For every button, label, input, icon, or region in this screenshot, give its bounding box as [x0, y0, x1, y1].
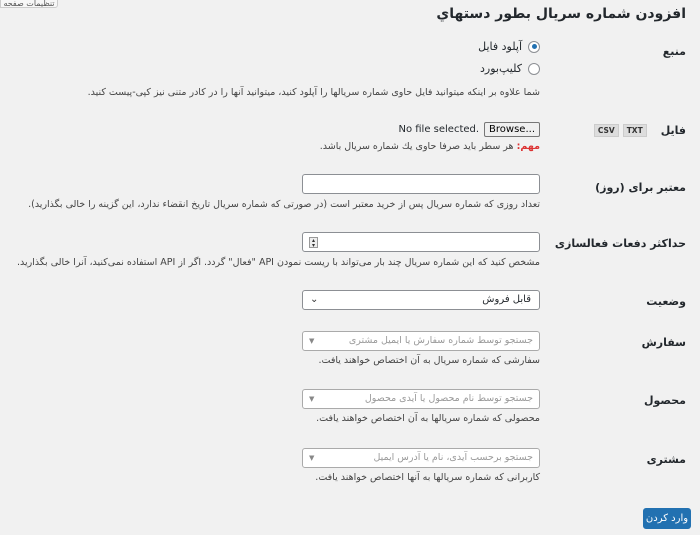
file-label: فایل — [660, 124, 686, 137]
important-label: مهم: — [516, 141, 540, 152]
stepper-icon[interactable]: ▴ ▾ — [309, 237, 318, 248]
radio-unchecked-icon[interactable] — [528, 63, 540, 75]
csv-badge: CSV — [594, 124, 619, 137]
customer-label: مشتری — [646, 453, 686, 466]
product-description: محصولی که شماره سریالها به آن اختصاص خواهند یافت. — [316, 413, 540, 424]
product-label: محصول — [643, 394, 686, 407]
source-description: شما علاوه بر اینکه میتوانید فایل حاوی شماره سریالها را آپلود کنید، میتوانید آنها را در کادر متنی نیز کپی-پیست کنید. — [87, 87, 540, 98]
caret-down-icon: ▼ — [309, 337, 315, 345]
radio-upload-label: آپلود فایل — [478, 40, 522, 53]
import-button[interactable]: وارد کردن — [643, 508, 691, 529]
customer-search-select[interactable] — [302, 448, 540, 468]
screen-options-button[interactable]: تنظیمات صفحه — [0, 0, 58, 8]
status-label: وضعیت — [646, 295, 686, 308]
file-label-group — [594, 124, 686, 137]
order-description: سفارشی که شماره سریال به آن اختصاص خواهند یافت. — [318, 355, 540, 366]
caret-down-icon: ▼ — [309, 395, 315, 403]
product-placeholder: جستجو توسط نام محصول یا آیدی محصول — [364, 393, 533, 404]
radio-checked-icon[interactable] — [528, 41, 540, 53]
customer-placeholder: جستجو برحسب آیدی، نام یا آدرس ایمیل — [373, 452, 533, 463]
radio-clipboard[interactable] — [480, 62, 540, 75]
radio-clipboard-label: کلیپ‌بورد — [480, 62, 522, 75]
customer-description: کاربرانی که شماره سریالها به آنها اختصاص خواهند یافت. — [315, 472, 540, 483]
page-title: افزودن شماره سریال بطور دستهاي — [436, 6, 686, 22]
chevron-down-icon: ⌄ — [310, 294, 319, 305]
order-label: سفارش — [641, 336, 686, 349]
validity-description: تعداد روزی که شماره سریال پس از خرید معتبر است (در صورتی که شماره سریال تاریخ انقضاء ندارد، این گزینه را خالی بگذارید). — [28, 199, 540, 210]
validity-label: معتبر برای (روز) — [595, 181, 686, 194]
order-search-select[interactable] — [302, 331, 540, 351]
max-activations-label: حداکثر دفعات فعالسازی — [554, 237, 686, 250]
browse-button[interactable]: Browse... — [484, 122, 540, 137]
file-input[interactable] — [398, 122, 540, 137]
file-status-text: No file selected. — [398, 124, 480, 135]
max-activations-description: مشخص کنید که این شماره سریال چند بار می‌تواند با ریست نمودن API "فعال" گردد. اگر از API استفاده نمی‌کنید، آنرا خالی بگذارید. — [16, 257, 540, 268]
status-select[interactable] — [302, 290, 540, 310]
max-activations-input[interactable] — [302, 232, 540, 252]
file-note — [320, 141, 540, 152]
caret-down-icon: ▼ — [309, 454, 315, 462]
radio-upload-file[interactable] — [478, 40, 540, 53]
product-search-select[interactable] — [302, 389, 540, 409]
txt-badge: TXT — [623, 124, 647, 137]
status-selected-value: قابل فروش — [482, 294, 531, 305]
validity-input[interactable] — [302, 174, 540, 194]
order-placeholder: جستجو توسط شماره سفارش یا ایمیل مشتری — [348, 335, 533, 346]
source-label: منبع — [662, 45, 686, 58]
file-note-text: هر سطر باید صرفا حاوی یك شماره سریال باشد. — [319, 141, 514, 152]
